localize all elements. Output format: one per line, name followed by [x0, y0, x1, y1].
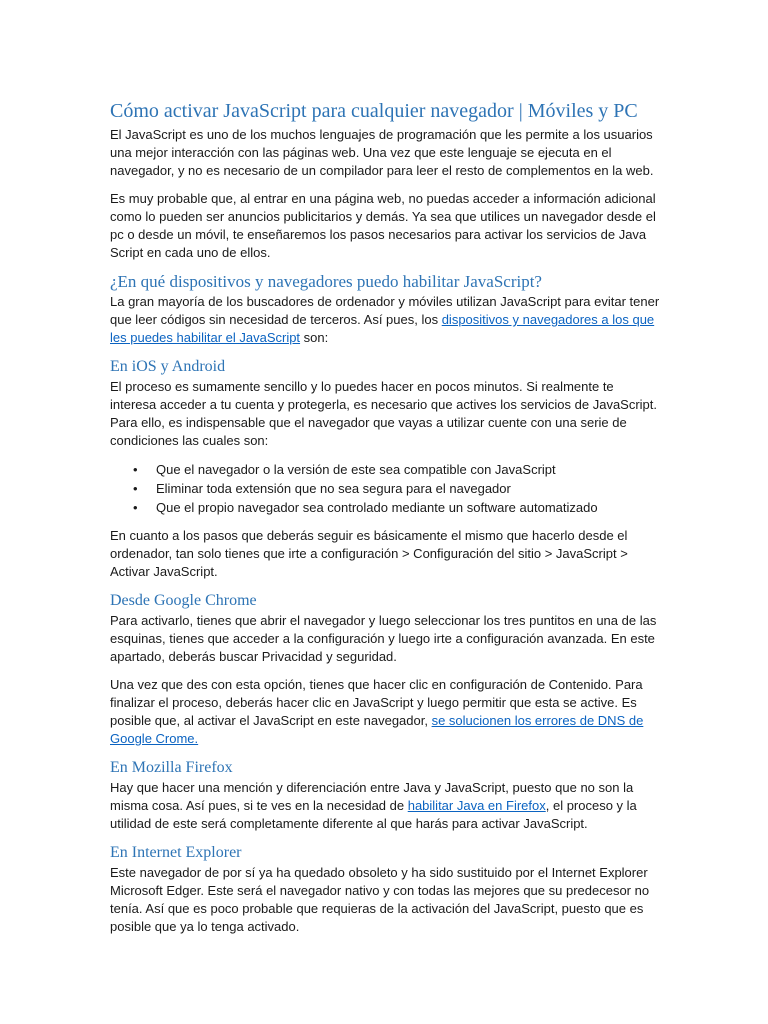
bullet-icon: • [133, 500, 138, 515]
list-item-text: Que el propio navegador sea controlado mediante un software automatizado [156, 500, 598, 515]
paragraph-steps: En cuanto a los pasos que deberás seguir es básicamente el mismo que hacerlo desde el ordenador, tan solo tienes que irte a configuración > Configuración del sitio > JavaScript > Activar JavaScript. [110, 528, 628, 579]
list-item [133, 460, 660, 479]
list-item [133, 498, 660, 517]
intro-paragraph: El JavaScript es uno de los muchos lenguajes de programación que les permite a los usuarios una mejor interacción con las páginas web. Una vez que este lenguaje se ejecuta en el navegador, y no es necesario de un compilador para leer el resto de complementos en la web. [110, 127, 654, 178]
heading-ios-android: En iOS y Android [110, 358, 226, 375]
list-item-text: Que el navegador o la versión de este sea compatible con JavaScript [156, 462, 556, 477]
bullet-icon: • [133, 462, 138, 477]
link-devices-browsers[interactable]: dispositivos y navegadores a los que les puedes habilitar el JavaScript [110, 312, 655, 345]
paragraph-devices-tail: son: [300, 330, 329, 345]
paragraph-chrome-content [110, 676, 660, 748]
paragraph-chrome: Para activarlo, tienes que abrir el navegador y luego seleccionar los tres puntitos en una de las esquinas, tienes que acceder a la configuración y luego irte a configuración avanzada. En este apartado, deberás buscar Privacidad y seguridad. [110, 613, 657, 664]
link-java-firefox[interactable]: habilitar Java en Firefox [407, 798, 546, 813]
document-title: Cómo activar JavaScript para cualquier navegador | Móviles y PC [110, 100, 638, 122]
link-dns-errors[interactable]: se solucionen los errores de DNS de Google Crome. [110, 713, 644, 746]
paragraph-firefox-tail: , el proceso y la utilidad de este será completamente diferente al que harás para activar JavaScript. [110, 798, 637, 831]
list-item-text: Eliminar toda extensión que no sea segura para el navegador [156, 481, 511, 496]
paragraph-devices [110, 293, 660, 347]
paragraph-ios: El proceso es sumamente sencillo y lo puedes hacer en pocos minutos. Si realmente te interesa acceder a tu cuenta y protegerla, es necesario que actives los servicios de JavaScript. Para ello, es indispensable que el navegador que vayas a utilizar cuente con una serie de condiciones las cuales son: [110, 379, 658, 448]
paragraph-info: Es muy probable que, al entrar en una página web, no puedas acceder a información adicional como lo pueden ser anuncios publicitarios y demás. Ya sea que utilices un navegador desde el pc o desde un móvil, te enseñaremos los pasos necesarios para activar los servicios de Java Script en cada uno de ellos. [110, 191, 656, 260]
conditions-list [110, 460, 660, 517]
paragraph-chrome-text: Una vez que des con esta opción, tienes que hacer clic en configuración de Contenido. Para finalizar el proceso, deberás hacer clic en JavaScript y luego permitir que esta se active. Es posible que, al activar el JavaScript en este navegador, [110, 677, 643, 728]
bullet-icon: • [133, 481, 138, 496]
paragraph-devices-text: La gran mayoría de los buscadores de ordenador y móviles utilizan JavaScript para evitar tener que leer códigos sin necesidad de terceros. Así pues, los [110, 294, 660, 327]
list-item [133, 479, 660, 498]
paragraph-internet-explorer: Este navegador de por sí ya ha quedado obsoleto y ha sido sustituido por el Internet Explorer Microsoft Edger. Este será el navegador nativo y con todas las mejores que su predecesor no tenía. Así que es poco probable que requieras de la activación del JavaScript, puesto que es posible que ya lo tenga activado. [110, 865, 650, 934]
paragraph-firefox-text: Hay que hacer una mención y diferenciación entre Java y JavaScript, puesto que no son la misma cosa. Así pues, si te ves en la necesidad de [110, 780, 634, 813]
heading-devices: ¿En qué dispositivos y navegadores puedo habilitar JavaScript? [110, 272, 542, 291]
heading-firefox: En Mozilla Firefox [110, 759, 233, 776]
paragraph-firefox [110, 779, 660, 833]
heading-internet-explorer: En Internet Explorer [110, 844, 242, 861]
heading-chrome: Desde Google Chrome [110, 592, 257, 609]
